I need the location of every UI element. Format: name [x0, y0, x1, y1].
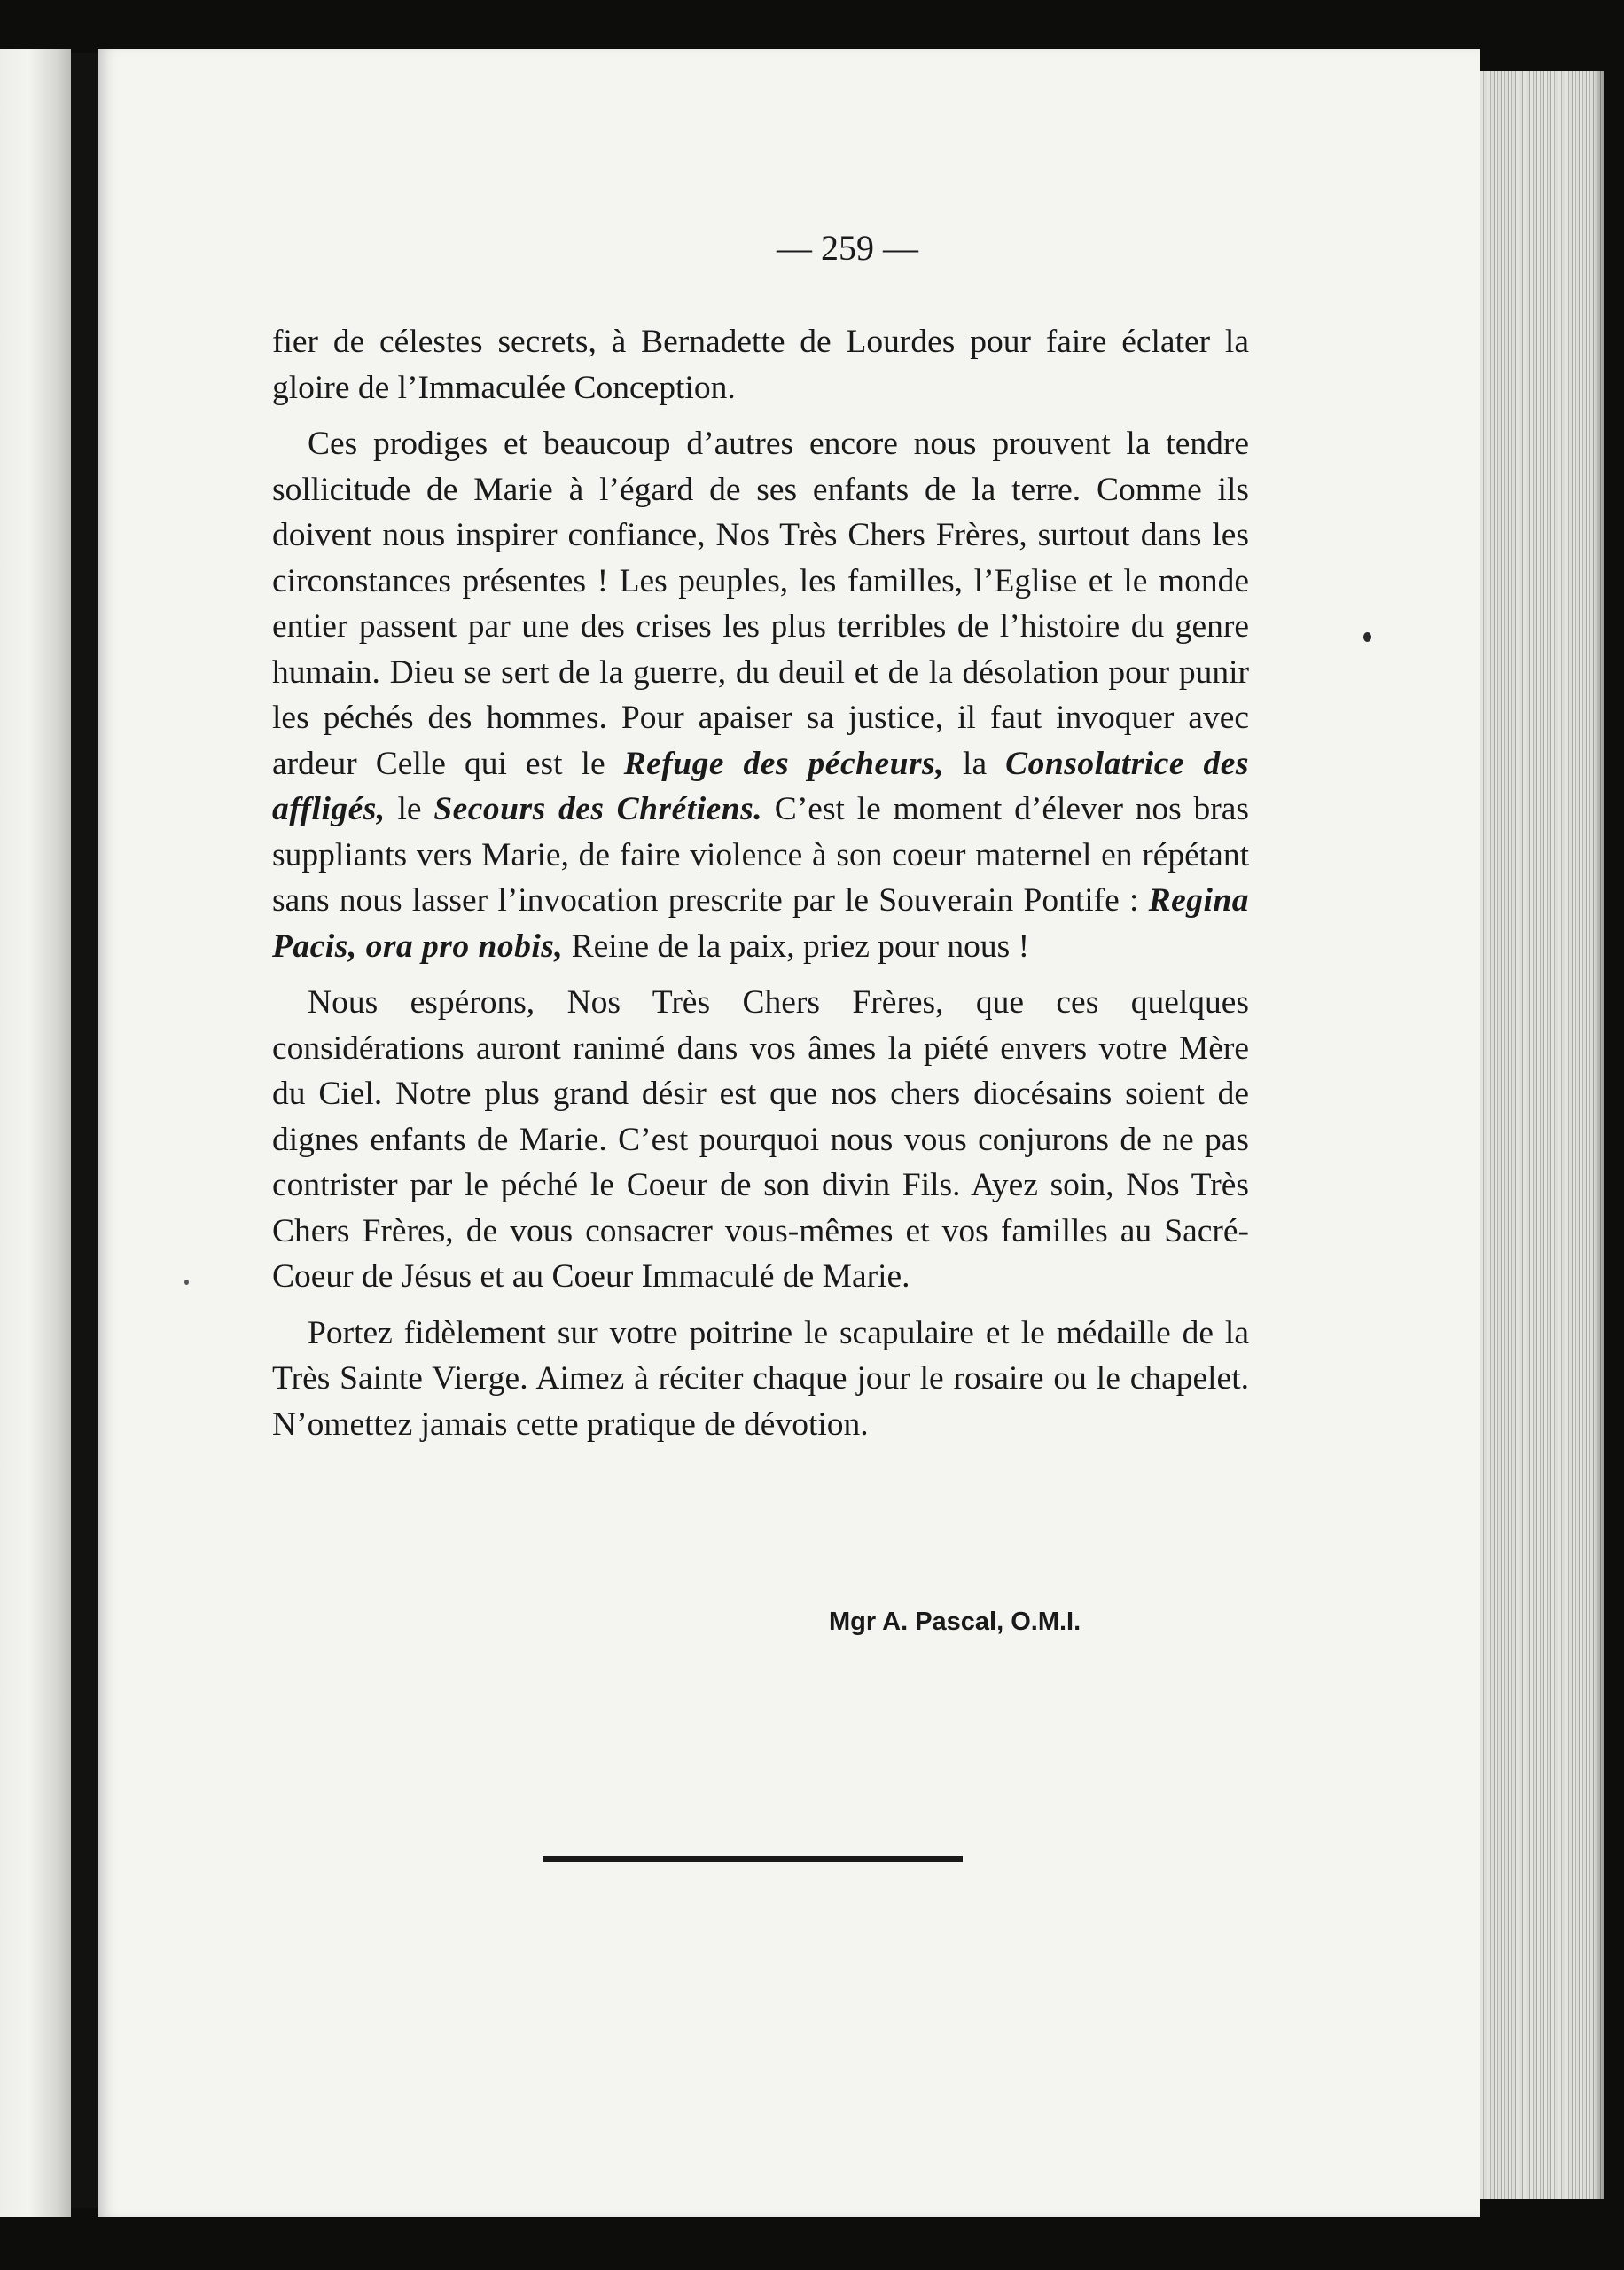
text-run: Reine de la paix, priez pour nous !: [563, 928, 1030, 965]
text-run: le: [385, 791, 434, 827]
facing-page-edge: [0, 49, 71, 2217]
book-gutter: [71, 53, 98, 2208]
text-run: Nous espérons, Nos Très Chers Frères, que ces quelques considérations auront ranimé dans vos âmes la piété envers votre Mère du Ciel. Notre plus grand désir est que nos chers diocésains soient de dignes enfants de Marie. C’est pourquoi nous vous conjurons de ne pas contrister par le péché le Coeur de son divin Fils. Ayez soin, Nos Très Chers Frères, de vous consacrer vous-mêmes et vos familles au Sacré-Coeur de Jésus et au Coeur Immaculé de Marie.: [272, 984, 1249, 1295]
text-run: C’est le moment d’élever nos bras suppliants vers Marie, de faire violence à son coeur maternel en répétant sans nous lasser l’invocation prescrite par le Souverain Pontife :: [272, 791, 1249, 919]
italic-phrase: Refuge des pécheurs,: [623, 745, 945, 782]
italic-phrase: Secours des Chrétiens.: [433, 791, 763, 827]
paragraph: [272, 421, 1249, 969]
page-number: — 259 —: [777, 228, 918, 268]
text-run: Portez fidèlement sur votre poitrine le scapulaire et le médaille de la Très Sainte Vierge. Aimez à réciter chaque jour le rosaire ou le chapelet. N’omettez jamais cette pratique de dévotion.: [272, 1314, 1249, 1443]
paragraph: [272, 1311, 1249, 1448]
signature: Mgr A. Pascal, O.M.I.: [829, 1608, 1081, 1636]
paragraph: [272, 980, 1249, 1300]
text-run: la: [944, 745, 1006, 782]
dust-speck: [1363, 632, 1371, 642]
body-text: [272, 319, 1249, 1458]
dust-speck: [184, 1280, 189, 1285]
closing-rule: [543, 1856, 963, 1862]
italic-phrase: Regina Pacis, ora pro nobis,: [272, 882, 1249, 965]
paragraph: [272, 319, 1249, 411]
italic-phrase: Consolatrice des affligés,: [272, 745, 1249, 827]
text-run: Ces prodiges et beaucoup d’autres encore nous prouvent la tendre sollicitude de Marie à l’égard de ses enfants de la terre. Comme ils doivent nous inspirer confiance, Nos Très Chers Frères, surtout dans les circonstances présentes ! Les peuples, les familles, l’Eglise et le monde entier passent par une des crises les plus terribles de l’histoire du genre humain. Dieu se sert de la guerre, du deuil et de la désolation pour punir les péchés des hommes. Pour apaiser sa justice, il faut invoquer avec ardeur Celle qui est le: [272, 426, 1249, 782]
page-block-edges: [1480, 71, 1604, 2199]
text-run: fier de célestes secrets, à Bernadette de Lourdes pour faire éclater la gloire de l’Immaculée Conception.: [272, 324, 1249, 406]
